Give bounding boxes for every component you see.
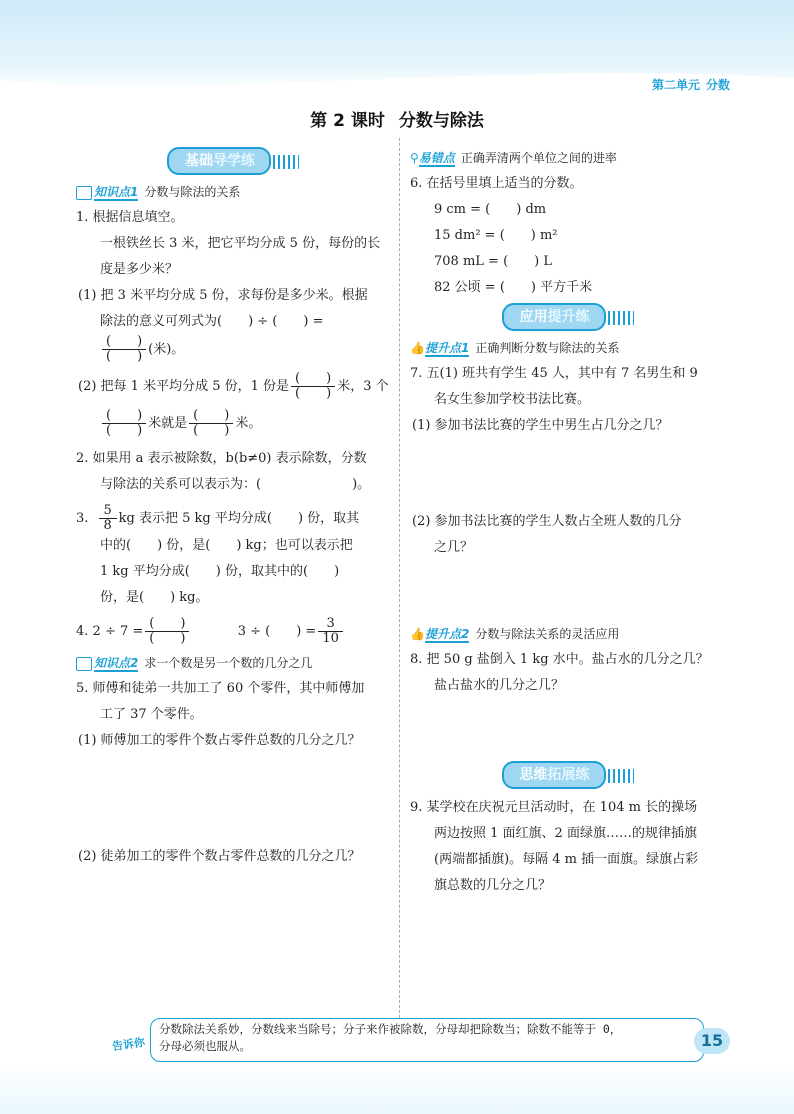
- question-5-part-1: (1) 师傅加工的零件个数占零件总数的几分之几？: [78, 733, 361, 748]
- badge-lines-decoration: [608, 769, 634, 783]
- magnifier-icon: ⚲: [410, 151, 419, 165]
- knowledge-point-2-text: 求一个数是另一个数的几分之几: [144, 656, 313, 670]
- question-1-part-2-text-b: 米，3 个: [337, 379, 389, 394]
- thumbs-up-icon: 👍: [410, 341, 425, 355]
- blank-fraction[interactable]: [189, 409, 233, 438]
- question-5: [76, 676, 390, 870]
- question-6-line-4: 82 公顷 = ( ) 平方千米: [434, 280, 593, 295]
- question-1-part-2-text-a: (2) 把每 1 米平均分成 5 份，1 份是: [78, 379, 290, 394]
- answer-space[interactable]: [410, 699, 725, 759]
- lift-point-2-text: 分数与除法关系的灵活应用: [475, 627, 620, 641]
- section-badge-apply-b: 提升练: [547, 309, 590, 325]
- tip-line-1: 分数除法关系妙，分数线来当除号；分子来作被除数，分母却把除数当；除数不能等于 0，: [159, 1022, 622, 1036]
- fraction-numerator: 3: [318, 617, 343, 632]
- question-1-part-1-unit: (米)。: [148, 342, 185, 357]
- section-badge-thinking-b: 拓展练: [547, 767, 590, 783]
- question-9-line-1: 9. 某学校在庆祝元旦活动时，在 104 m 长的操场: [410, 800, 698, 815]
- question-3-line-1: 3. $\frac{5}{8}$ kg 表示把 5 kg 平均分成( ) 份，取其: [76, 503, 360, 533]
- question-1-part-2-b: [76, 409, 390, 438]
- unit-label: [652, 76, 730, 93]
- question-2: [76, 446, 390, 498]
- question-1-part-1-c: [76, 335, 390, 364]
- knowledge-point-1-text: 分数与除法的关系: [144, 185, 241, 199]
- fraction-numerator: 5: [99, 504, 117, 519]
- question-7-part-2-b: 之几？: [434, 540, 474, 555]
- question-1-part-1-a: (1) 把 3 米平均分成 5 份，求每份是多少米。根据: [78, 288, 368, 303]
- question-3-line-4: 份，是( ) kg。: [100, 590, 209, 605]
- question-3-line-3: 1 kg 平均分成( ) 份，取其中的( ): [100, 564, 340, 579]
- question-2-line-2: 与除法的关系可以表示为：( )。: [100, 477, 371, 492]
- tip-line-2: 分母必须也服从。: [159, 1039, 251, 1053]
- question-9-line-3: (两端都插旗)。每隔 4 m 插一面旗。绿旗占彩: [434, 852, 699, 867]
- answer-space[interactable]: [76, 754, 390, 844]
- question-1: [76, 205, 390, 438]
- fraction-3-10: [318, 617, 343, 646]
- section-basic: [76, 147, 390, 175]
- question-9-line-2: 两边按照 1 面红旗、2 面绿旗……的规律插旗: [434, 826, 697, 841]
- fraction-5-8: [99, 504, 117, 533]
- question-6-line-1: 9 cm = ( ) dm: [434, 202, 547, 217]
- unit-topic: 分数: [705, 78, 730, 92]
- knowledge-point-2: [76, 652, 390, 674]
- question-6: [410, 171, 725, 301]
- fraction-denominator: 8: [103, 518, 112, 533]
- question-1-stem: 1. 根据信息填空。: [76, 210, 184, 225]
- lift-point-2-tag: 提升点2: [424, 627, 470, 641]
- blank-fraction[interactable]: [145, 617, 189, 646]
- answer-space[interactable]: [410, 439, 725, 509]
- lift-point-1-tag: 提升点1: [424, 341, 470, 355]
- knowledge-point-1-tag: 知识点1: [94, 185, 139, 199]
- question-7-line-1: 7. 五(1) 班共有学生 45 人，其中有 7 名男生和 9: [410, 366, 698, 381]
- question-1-part-1-b: 除法的意义可列式为( ) ÷ ( ) =: [100, 314, 324, 329]
- fraction-denominator: 10: [322, 631, 339, 646]
- question-8: [410, 647, 725, 759]
- error-point: [410, 147, 725, 169]
- question-1-info-1: 一根铁丝长 3 米，把它平均分成 5 份，每份的长: [100, 236, 381, 251]
- book-icon: [76, 657, 92, 671]
- blank-fraction-den: ( ): [106, 349, 143, 364]
- question-5-part-2: (2) 徒弟加工的零件个数占零件总数的几分之几？: [78, 849, 361, 864]
- section-badge-thinking: [502, 761, 606, 789]
- section-badge-thinking-a: 思维: [519, 767, 548, 783]
- right-column: [410, 145, 725, 899]
- badge-lines-decoration: [273, 155, 299, 169]
- section-badge-apply-a: 应用: [519, 309, 548, 325]
- question-5-line-1: 5. 师傅和徒弟一共加工了 60 个零件，其中师傅加: [76, 681, 365, 696]
- question-7: [410, 361, 725, 621]
- lesson-name: 分数与除法: [398, 111, 484, 131]
- blank-fraction-den: ( ): [295, 386, 332, 401]
- question-9-line-4: 旗总数的几分之几？: [434, 878, 552, 893]
- question-4: [76, 617, 390, 646]
- question-5-line-2: 工了 37 个零件。: [100, 707, 203, 722]
- blank-fraction-num: ( ): [189, 409, 233, 424]
- column-divider: [399, 138, 400, 1018]
- knowledge-point-2-tag: 知识点2: [94, 656, 139, 670]
- question-1-part-2-text-d: 米。: [235, 416, 262, 431]
- page-title: [0, 106, 794, 131]
- question-7-part-1: (1) 参加书法比赛的学生中男生占几分之几？: [412, 418, 669, 433]
- tip-box: [150, 1018, 704, 1062]
- blank-fraction[interactable]: [102, 335, 146, 364]
- footer-band: [0, 1062, 794, 1114]
- question-6-line-3: 708 mL = ( ) L: [434, 254, 552, 269]
- question-4-part-b: 3 ÷ ( ) =: [237, 624, 317, 639]
- question-4-part-a: 4. 2 ÷ 7 =: [76, 624, 144, 639]
- book-icon: [76, 186, 92, 200]
- question-2-line-1: 2. 如果用 a 表示被除数，b(b≠0) 表示除数，分数: [76, 451, 367, 466]
- section-badge-basic-a: 基础: [185, 153, 213, 169]
- answer-space[interactable]: [410, 561, 725, 621]
- lift-point-1: [410, 337, 725, 359]
- question-6-line-2: 15 dm² = ( ) m²: [434, 228, 558, 243]
- blank-fraction-num: ( ): [145, 617, 189, 632]
- section-thinking: [410, 761, 725, 789]
- blank-fraction[interactable]: [291, 372, 335, 401]
- section-apply: [410, 303, 725, 331]
- blank-fraction-num: ( ): [291, 372, 335, 387]
- section-badge-basic: [167, 147, 271, 175]
- badge-lines-decoration: [608, 311, 634, 325]
- section-badge-apply: [502, 303, 606, 331]
- blank-fraction-num: ( ): [102, 335, 146, 350]
- question-3-line-2: 中的( ) 份，是( ) kg；也可以表示把: [100, 538, 353, 553]
- error-point-tag: 易错点: [418, 151, 455, 165]
- question-7-part-2-a: (2) 参加书法比赛的学生人数占全班人数的几分: [412, 514, 682, 529]
- page-number: 15: [694, 1028, 730, 1054]
- question-7-line-2: 名女生参加学校书法比赛。: [434, 392, 591, 407]
- lift-point-1-text: 正确判断分数与除法的关系: [475, 341, 620, 355]
- section-badge-basic-b: 导学练: [213, 153, 255, 169]
- blank-fraction-den: ( ): [193, 423, 230, 438]
- unit-name: 第二单元: [651, 78, 700, 92]
- question-8-line-1: 8. 把 50 g 盐倒入 1 kg 水中。盐占水的几分之几？: [410, 652, 709, 667]
- blank-fraction[interactable]: [102, 409, 146, 438]
- blank-fraction-den: ( ): [106, 423, 143, 438]
- lesson-number: 第 2 课时: [310, 111, 385, 131]
- left-column: [76, 145, 390, 870]
- knowledge-point-1: [76, 181, 390, 203]
- question-6-stem: 6. 在括号里填上适当的分数。: [410, 176, 583, 191]
- blank-fraction-num: ( ): [102, 409, 146, 424]
- question-1-part-2-a: [76, 372, 390, 401]
- question-3: [76, 504, 390, 611]
- lift-point-2: [410, 623, 725, 645]
- tip-tag: 告诉你: [111, 1035, 146, 1054]
- question-1-part-2-text-c: 米就是: [148, 416, 188, 431]
- error-point-text: 正确弄清两个单位之间的进率: [460, 151, 617, 165]
- blank-fraction-den: ( ): [149, 631, 186, 646]
- question-8-line-2: 盐占盐水的几分之几？: [434, 678, 565, 693]
- question-9: [410, 795, 725, 899]
- question-1-info-2: 度是多少米？: [100, 262, 179, 277]
- thumbs-up-icon: 👍: [410, 627, 425, 641]
- question-3-text-a: kg 表示把 5 kg 平均分成( ) 份，取其: [118, 511, 360, 526]
